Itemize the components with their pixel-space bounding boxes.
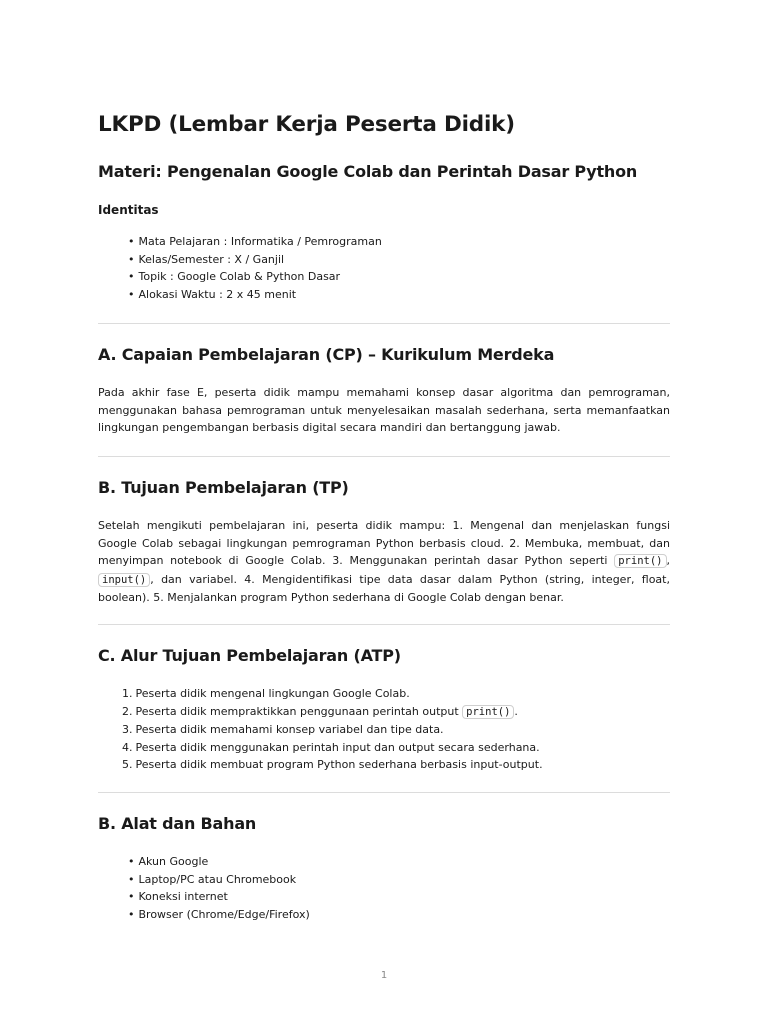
tp-text-separator: , <box>666 554 670 568</box>
document-subtitle: Materi: Pengenalan Google Colab dan Perintah Dasar Python <box>98 162 638 181</box>
section-heading-atp: C. Alur Tujuan Pembelajaran (ATP) <box>98 646 401 665</box>
list-item <box>122 739 543 757</box>
list-number: 5. <box>122 758 133 772</box>
list-text: Peserta didik mempraktikkan penggunaan perintah output <box>135 704 463 718</box>
document-title: LKPD (Lembar Kerja Peserta Didik) <box>98 112 515 137</box>
list-text: Peserta didik memahami konsep variabel dan tipe data. <box>135 723 444 737</box>
cp-paragraph: Pada akhir fase E, peserta didik mampu memahami konsep dasar algoritma dan pemrograman, menggunakan bahasa pemrograman untuk menyelesaikan masalah sederhana, serta memanfaatkan lingkungan pengembangan berbasis digital secara mandiri dan bertanggung jawab. <box>98 386 670 435</box>
list-text: Peserta didik membuat program Python sederhana berbasis input-output. <box>135 758 543 772</box>
tp-text-part: Setelah mengikuti pembelajaran ini, peserta didik mampu: 1. Mengenal dan menjelaskan fungsi Google Colab sebagai lingkungan pemrograman Python berbasis cloud. 2. Membuka, membuat, dan menyimpan notebook di Google Colab. 3. Menggunakan perintah dasar Python seperti <box>98 519 670 568</box>
tp-paragraph <box>98 517 670 607</box>
code-snippet: input() <box>98 573 150 587</box>
list-item <box>122 756 543 774</box>
atp-list <box>122 685 543 774</box>
alat-list <box>128 853 310 923</box>
list-item: • Akun Google <box>128 853 310 871</box>
code-snippet: print() <box>614 554 666 568</box>
list-number: 2. <box>122 704 133 718</box>
list-number: 4. <box>122 740 133 754</box>
identitas-list <box>128 233 382 303</box>
list-item <box>122 685 543 703</box>
list-text-suffix: . <box>514 704 518 718</box>
section-divider <box>98 624 670 625</box>
section-divider <box>98 323 670 324</box>
section-heading-tp: B. Tujuan Pembelajaran (TP) <box>98 478 349 497</box>
section-divider <box>98 456 670 457</box>
list-item <box>122 721 543 739</box>
identitas-heading: Identitas <box>98 203 159 217</box>
list-item: • Topik : Google Colab & Python Dasar <box>128 268 382 286</box>
section-divider <box>98 792 670 793</box>
list-item: • Alokasi Waktu : 2 x 45 menit <box>128 286 382 304</box>
list-text: Peserta didik mengenal lingkungan Google Colab. <box>135 687 410 700</box>
list-item: • Browser (Chrome/Edge/Firefox) <box>128 906 310 924</box>
list-text: Peserta didik menggunakan perintah input dan output secara sederhana. <box>135 740 540 754</box>
list-item: • Laptop/PC atau Chromebook <box>128 871 310 889</box>
section-heading-alat: B. Alat dan Bahan <box>98 814 257 833</box>
list-item <box>122 703 543 722</box>
page-number: 1 <box>380 970 388 981</box>
list-item: • Koneksi internet <box>128 888 310 906</box>
list-item: • Kelas/Semester : X / Ganjil <box>128 251 382 269</box>
tp-text-part: , dan variabel. 4. Mengidentifikasi tipe data dasar dalam Python (string, integer, float, boolean). 5. Menjalankan program Python sederhana di Google Colab dengan benar. <box>98 572 670 605</box>
list-number: 1. <box>122 687 133 700</box>
section-heading-cp: A. Capaian Pembelajaran (CP) – Kurikulum Merdeka <box>98 345 555 364</box>
list-number: 3. <box>122 723 133 737</box>
list-item: • Mata Pelajaran : Informatika / Pemrograman <box>128 233 382 251</box>
code-snippet: print() <box>462 705 514 719</box>
